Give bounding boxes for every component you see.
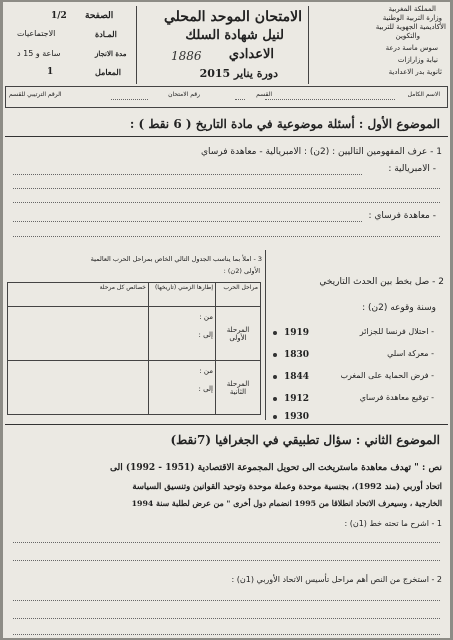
q3-prompt-2: الأولى (2ن) : [223, 267, 260, 275]
term2-label: - معاهدة فرساي : [368, 211, 436, 221]
school-label: ثانوية بدر الاعدادية [388, 68, 442, 76]
phase-label: المرحلة الأولى [226, 325, 250, 342]
table-header: مراحل الحرب [216, 283, 261, 307]
exam-number-field[interactable] [111, 99, 148, 100]
year-item: 1912 [284, 394, 310, 404]
exam-title-3: الاعدادي [228, 47, 274, 62]
subject-value: الاجتماعيات [17, 29, 56, 38]
text-line: نص : " تهدف معاهدة ماستريخت الى تحويل المجموعة الاقتصادية (1951 - 1992) الى [109, 463, 442, 473]
year-item: 1930 [284, 412, 310, 422]
section-field[interactable] [235, 99, 245, 100]
exam-number-label: رقم الامتحان [168, 91, 200, 98]
section2-rule [5, 424, 448, 425]
event-item: - توقيع معاهدة فرساي [359, 393, 434, 402]
year-dot[interactable] [273, 415, 277, 419]
coef-label: المعامل [95, 67, 121, 77]
handwritten-number: 1886 [171, 49, 202, 63]
date-to: إلى : [198, 385, 213, 394]
exam-session: دورة يناير 2015 [199, 67, 278, 80]
coef-value: 1 [47, 67, 54, 77]
section1-title: الموضوع الأول : أسئلة موضوعية في مادة التاريخ ( 6 نقط ) : [129, 117, 440, 131]
year-item: 1844 [284, 372, 310, 382]
kingdom-label: المملكة المغربية [388, 5, 436, 13]
text-line: اتحاد أوربي (مند 1992)، بجنسية موحدة وعملة موحدة وتوحيد القوانين وتنسيق السياسة [132, 481, 442, 491]
year-dot[interactable] [273, 375, 277, 379]
page-label: الصفحة [85, 11, 114, 21]
table-cell-features[interactable] [8, 361, 149, 415]
s2-q2-answer-line[interactable] [13, 600, 440, 601]
exam-title: الامتحان الموحد المحلي [163, 9, 302, 25]
year-dot[interactable] [273, 397, 277, 401]
name-label: الاسم الكامل [407, 91, 440, 98]
subject-label: المـادة [95, 29, 117, 39]
section1-rule [5, 136, 448, 137]
ministry-label: وزارة التربية الوطنية [382, 14, 442, 22]
phase-label: المرحلة الثانية [226, 379, 250, 396]
term1-answer-line-2[interactable] [13, 188, 440, 189]
table-cell-features[interactable] [8, 307, 149, 361]
term2-answer-line[interactable] [13, 221, 362, 222]
q2-prompt-2: وسنة وقوعه (2ن) : [362, 303, 436, 313]
table-cell-date[interactable] [149, 307, 216, 361]
year-dot[interactable] [273, 353, 277, 357]
exam-sheet [3, 2, 450, 638]
s2-q1-answer-line[interactable] [13, 542, 440, 543]
table-cell-phase [216, 307, 261, 361]
s2-q2-prompt: 2 - استخرج من النص أهم مراحل تأسيس الاتحاد الأوربي (1ن) : [231, 575, 442, 584]
section2-title: الموضوع الثاني : سؤال تطبيقي في الجغرافيا (7نقط) [170, 433, 440, 447]
s2-q2-answer-line-2[interactable] [13, 618, 440, 619]
student-info-row [5, 86, 448, 108]
year-item: 1830 [284, 350, 310, 360]
term1-answer-line[interactable] [13, 174, 362, 175]
table-cell-date[interactable] [149, 361, 216, 415]
date-to: إلى : [198, 331, 213, 340]
table-cell-phase [216, 361, 261, 415]
year-item: 1919 [284, 328, 310, 338]
duration-label: مدة الانجاز [95, 49, 127, 58]
term1-label: - الامبريالية : [388, 164, 436, 174]
serial-label: الرقم الترتيبي للقسم [9, 91, 62, 98]
s2-q1-prompt: 1 - اشرح ما تحته خط (1ن) : [344, 519, 442, 528]
term1-answer-line-3[interactable] [13, 202, 440, 203]
war-phases-table [7, 282, 261, 415]
year-dot[interactable] [273, 331, 277, 335]
event-item: - فرض الحماية على المغرب [340, 371, 434, 380]
academy-label: الأكاديمية الجهوية للتربية [375, 23, 446, 31]
term2-answer-line-2[interactable] [13, 236, 440, 237]
duration-value: ساعة و 15 د [17, 49, 61, 58]
page-info-divider [136, 6, 137, 84]
q3-prompt: 3 - املأ بما يناسب الجدول التالي الخاص بمراحل الحرب العالمية [90, 255, 262, 263]
section-label: القسم [256, 91, 272, 98]
q2-prompt: 2 - صل بخط بين الحدث التاريخي [319, 277, 444, 287]
s2-q2-answer-line-3[interactable] [13, 634, 440, 635]
q1-prompt: 1 - عرف المفهومين التاليين : (2ن) : الامبريالية - معاهدة فرساي [200, 147, 442, 157]
event-item: - معركة اسلي [387, 349, 434, 358]
academy-label-2: والتكوين [395, 32, 420, 40]
table-header: إطارها الزمني (تاريخها) [149, 283, 216, 307]
name-field[interactable] [265, 99, 395, 100]
region-label: سوس ماسة درعة [385, 44, 438, 52]
event-item: - احتلال فرنسا للجزائر [359, 327, 434, 336]
date-from: من : [199, 367, 213, 375]
title-divider [308, 6, 309, 84]
s2-q1-answer-line-2[interactable] [13, 560, 440, 561]
text-line: الخارجية ، وسيعرف الاتحاد انطلاقا من 1995 انضمام دول أخرى " من عرض لطلبة سنة 1994 [131, 499, 442, 508]
page-value: 1/2 [51, 11, 67, 21]
q2-q3-divider [265, 250, 266, 420]
date-from: من : [199, 313, 213, 321]
province-label: نيابة وزارازات [397, 56, 438, 64]
exam-title-2: لنيل شهادة السلك [185, 28, 284, 43]
table-header: خصائص كل مرحلة [8, 283, 149, 307]
